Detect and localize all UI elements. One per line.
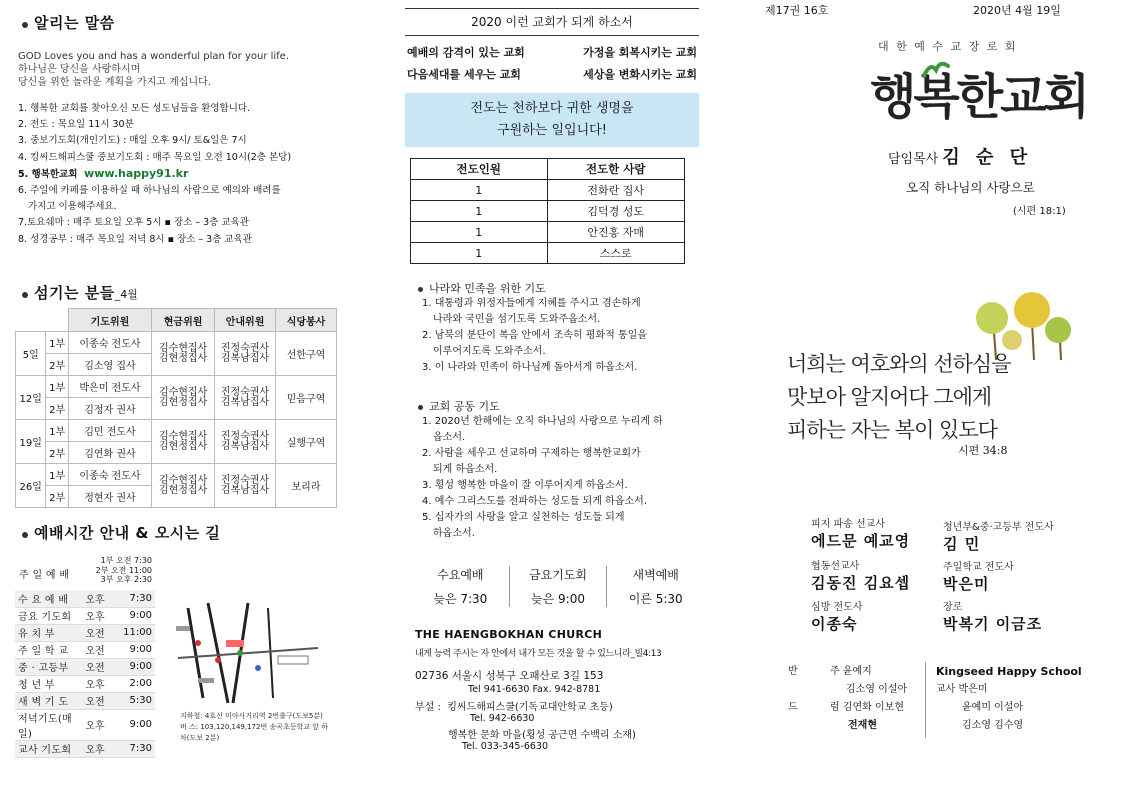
staff-entry: 청년부&중·고등부 전도사 김 민 [943, 522, 1054, 553]
village-tel: Tel. 033-345-6630 [462, 741, 549, 752]
website-link[interactable]: www.happy91.kr [84, 166, 189, 180]
table-row: 1 김덕경 성도 [411, 201, 685, 222]
nation-title: 나라와 민족을 위한 기도 [418, 280, 546, 296]
volume: 제17권 16호 [765, 4, 829, 17]
nation-list: 1. 대통령과 위정자들에게 지혜를 주시고 겸손하게 나라와 국민을 섬기도록 도와주옵소서. 2. 남북의 분단이 복음 안에서 조속히 평화적 통일을 이루어지도록 도와주소서. 3. 이 나라와 민족이 하나님께 돌아서게 하옵소서. [422, 298, 647, 373]
address: 02736 서울시 성북구 오패산로 3길 153 [415, 670, 604, 682]
pastor: 담임목사 김 순 단 [888, 147, 1033, 168]
table-row: 주 일 학 교 오전 9:00 [15, 641, 155, 658]
motto-item: 세상을 변화시키는 교회 [583, 68, 697, 81]
theme-ref: (시편 18:1) [1013, 206, 1066, 217]
table-row: 2부 김연화 권사 [16, 442, 337, 464]
motto-item: 예배의 감격이 있는 교회 [407, 46, 525, 59]
worship-table [15, 590, 155, 758]
table-row: 새 벽 기 도 오전 5:30 [15, 692, 155, 709]
staff-entry: 심방 전도사 이종숙 [811, 602, 863, 633]
bullet-icon [22, 22, 28, 28]
intro-en: GOD Loves you and has a wonderful plan for your life. [18, 51, 290, 62]
header-cell: 현금위원 [152, 309, 215, 332]
issue-date: 2020년 4월 19일 [973, 4, 1061, 17]
header-cell: 안내위원 [215, 309, 276, 332]
motto-item: 가정을 회복시키는 교회 [583, 46, 697, 59]
table-row: 수 요 예 배 오후 7:30 [15, 590, 155, 607]
table-row: 저녁기도(매일) 오후 9:00 [15, 709, 155, 740]
affiliate: 부설 : 킹씨드해피스쿨(기독교대안학교 초등) [415, 702, 613, 713]
band-label: 반 드 [788, 666, 798, 713]
serve-title: 섬기는 분들_4월 [22, 282, 138, 303]
worship-title: 예배시간 안내 & 오시는 길 [22, 522, 220, 543]
affiliate-tel: Tel. 942-6630 [470, 713, 535, 724]
theme: 오직 하나님의 사랑으로 [906, 180, 1035, 195]
list-item: 5. 행복한교회 www.happy91.kr [18, 166, 189, 180]
list-item: 1. 행복한 교회를 찾아오신 모든 성도님들을 환영합니다. [18, 103, 251, 114]
table-row: 2부 김정자 권사 [16, 398, 337, 420]
motto-grid [405, 44, 699, 88]
location-map [168, 598, 333, 742]
list-item: 3. 중보기도회(개인기도) : 매일 오후 9시/ 토&일은 7시 [18, 135, 247, 147]
table-row: 1 스스로 [411, 243, 685, 264]
table-row: 교사 기도회 오후 7:30 [15, 740, 155, 757]
village: 행복한 문화 마을(횡성 공근면 수백리 소재) [448, 730, 636, 741]
tel: Tel 941-6630 Fax. 942-8781 [468, 684, 601, 695]
table-row: 2부 정현자 권사 [16, 486, 337, 508]
table-row: 12일 1부 박은미 전도사 김수현집사 김현정집사 진정숙권사 김복남집사 믿음구역 [16, 376, 337, 398]
table-row: 유 치 부 오전 11:00 [15, 624, 155, 641]
church-en-name: THE HAENGBOKHAN CHURCH [415, 628, 603, 641]
table-row: 중 · 고등부 오전 9:00 [15, 658, 155, 675]
motto-item: 다음세대를 세우는 교회 [407, 68, 521, 81]
table-row: 2부 김소영 집사 [16, 354, 337, 376]
band-members: 주 윤예지 김소영 이설아 럼 김연화 이보현 전재현 [830, 666, 908, 731]
staff-entry: 장로 박복기 이금조 [943, 602, 1043, 633]
list-item: 2. 전도 : 목요일 11시 30분 [18, 119, 134, 131]
church-prayer-list: 1. 2020년 한해에는 오직 하나님의 사랑으로 누리게 하 옵소서. 2. 사람을 세우고 선교하며 구제하는 행복한교회가 되게 하옵소서. 3. 횡성 행복한 마을이 잘 이루어지게 하옵소서. 4. 예수 그리스도를 전파하는 성도들 되게 하옵소서. 5. 십자가의 사랑을 알고 실천하는 성도들 되게 하옵소서. [422, 416, 663, 539]
bullet-icon [22, 292, 28, 298]
school-block: Kingseed Happy School 교사 박은미 윤예미 이설아 김소영 김수영 [936, 665, 1082, 731]
divider [925, 662, 926, 738]
service-item: 수요예배 늦은 7:30 [412, 566, 510, 607]
intro-ko2: 당신을 위한 놀라운 계획을 가지고 계십니다. [18, 77, 211, 88]
church-prayer-title: 교회 공동 기도 [418, 398, 500, 414]
table-row: 청 년 부 오후 2:00 [15, 675, 155, 692]
leaf-icon [920, 58, 952, 80]
motto-title: 2020 이런 교회가 되게 하소서 [405, 8, 699, 36]
calligraphy-verse: 너희는 여호와의 선하심을 맛보아 알지어다 그에게 피하는 자는 복이 있도다 [787, 352, 1011, 442]
table-row: 금요 기도회 오후 9:00 [15, 607, 155, 624]
map-graphic [168, 598, 333, 708]
verse: 내게 능력 주시는 자 안에서 내가 모든 것을 할 수 있느니라_빌4:13 [415, 649, 662, 659]
list-item: 가지고 이용해주세요. [28, 201, 117, 213]
table-row: 19일 1부 김민 전도사 김수현집사 김현정집사 진정숙권사 김복남집사 실행구역 [16, 420, 337, 442]
map-caption-bus: 버 스: 103,120,149,172번 송곡초등학교 앞 하차(도보 2분) [180, 723, 328, 742]
church-logo: 행복한교회 [870, 69, 1087, 125]
list-item: 7.토요쉐마 : 매주 토요일 오후 5시 ▪ 장소 – 3층 교육관 [18, 217, 249, 229]
announce-title: 알리는 말씀 [22, 12, 115, 33]
denomination: 대 한 예 수 교 장 로 회 [878, 40, 1018, 53]
staff-entry: 주일학교 전도사 박은미 [943, 562, 1014, 593]
bullet-icon [22, 532, 28, 538]
table-row: 5일 1부 이종숙 전도사 김수현집사 김현정집사 진정숙권사 김복남집사 선한구역 [16, 332, 337, 354]
staff-entry: 피지 파송 선교사 에드문 예교영 [811, 519, 911, 550]
announce-intro [18, 50, 358, 89]
bullet-icon [418, 405, 423, 410]
sunday-service: 주 일 예 배 1부 오전 7:30 2부 오전 11:00 3부 오후 2:30 [19, 556, 152, 584]
header-cell: 식당봉사 [276, 309, 337, 332]
calligraphy-ref: 시편 34:8 [958, 444, 1008, 457]
staff-entry: 협동선교사 김동진 김요셉 [811, 561, 911, 592]
header-cell: 기도위원 [68, 309, 151, 332]
service-item: 금요기도회 늦은 9:00 [510, 566, 608, 607]
announce-list [18, 101, 358, 248]
list-item: 6. 주일에 카페를 이용하실 때 하나님의 사람으로 예의와 배려를 [18, 185, 281, 197]
serve-table [15, 308, 337, 508]
evangel-banner: 전도는 천하보다 귀한 생명을 구원하는 일입니다! [405, 93, 699, 147]
map-caption-subway: 지하철: 4호선 미아사거리역 2번출구(도보5분) [180, 712, 323, 720]
evangel-table: 전도인원 전도한 사람 1 전화란 집사 1 김덕경 성도 1 안진홍 자매 1 스스로 [410, 158, 685, 264]
table-row: 26일 1부 이종숙 전도사 김수현집사 김현정집사 진정숙권사 김복남집사 보리라 [16, 464, 337, 486]
list-item: 8. 성경공부 : 매주 목요일 저녁 8시 ▪ 장소 – 3층 교육관 [18, 233, 252, 245]
service-item: 새벽예배 이른 5:30 [628, 568, 683, 606]
list-item: 4. 킹씨드해피스쿨 중보기도회 : 매주 목요일 오전 10시(2층 본당) [18, 151, 292, 163]
table-row: 1 안진홍 자매 [411, 222, 685, 243]
intro-ko1: 하나님은 당신을 사랑하시며 [18, 64, 141, 75]
service-times [412, 566, 704, 607]
bullet-icon [418, 287, 423, 292]
table-row: 1 전화란 집사 [411, 180, 685, 201]
